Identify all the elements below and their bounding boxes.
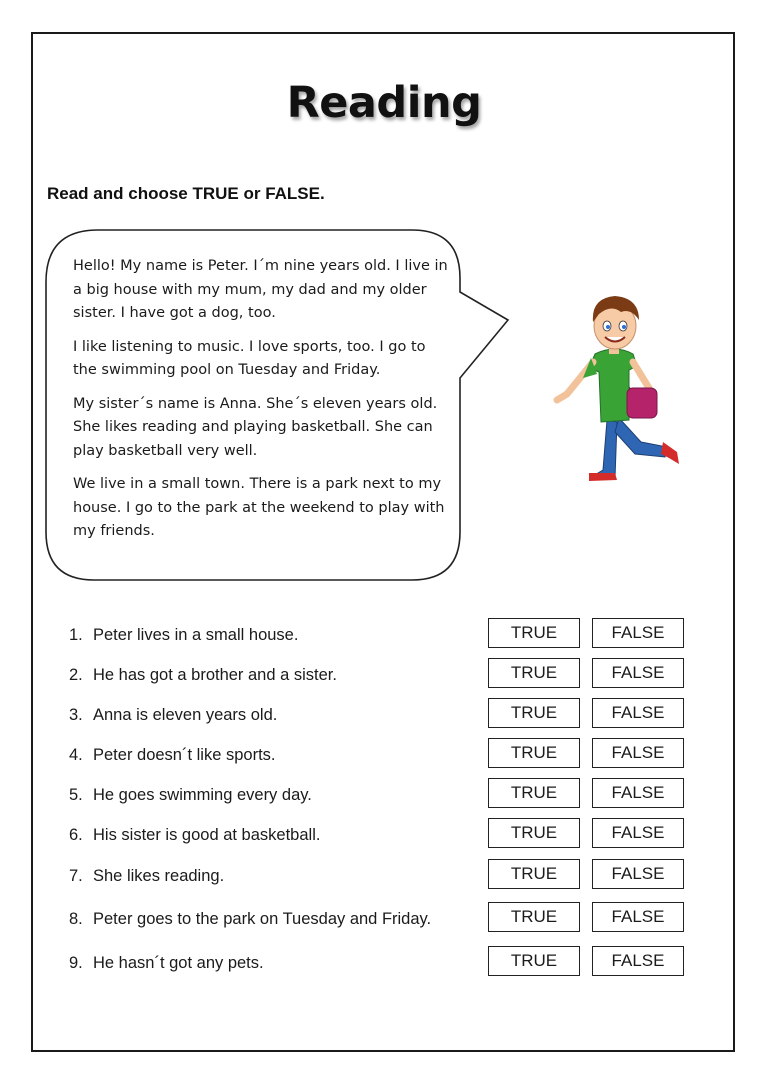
page-title: Reading — [286, 78, 482, 128]
question-text — [69, 746, 276, 765]
true-option[interactable]: TRUE — [488, 818, 580, 848]
question-statement: His sister is good at basketball. — [93, 826, 321, 844]
question-number: 3. — [69, 706, 83, 724]
question-row — [69, 902, 709, 942]
false-option[interactable]: FALSE — [592, 778, 684, 808]
false-option[interactable]: FALSE — [592, 946, 684, 976]
question-text — [69, 786, 312, 805]
question-statement: Peter lives in a small house. — [93, 626, 299, 644]
false-option[interactable]: FALSE — [592, 658, 684, 688]
true-option[interactable]: TRUE — [488, 778, 580, 808]
question-number: 5. — [69, 786, 83, 804]
true-option[interactable]: TRUE — [488, 859, 580, 889]
true-option[interactable]: TRUE — [488, 658, 580, 688]
question-statement: He has got a brother and a sister. — [93, 666, 337, 684]
question-statement: He goes swimming every day. — [93, 786, 312, 804]
passage-paragraph: My sister´s name is Anna. She´s eleven years old. She likes reading and playing basketball. She can play basketball very well. — [73, 395, 438, 459]
true-option[interactable]: TRUE — [488, 902, 580, 932]
question-row — [69, 859, 709, 899]
reading-passage — [73, 255, 453, 554]
false-option[interactable]: FALSE — [592, 902, 684, 932]
question-text — [69, 954, 264, 973]
false-option[interactable]: FALSE — [592, 618, 684, 648]
question-text — [69, 826, 320, 845]
question-row — [69, 658, 709, 698]
question-text — [69, 666, 337, 685]
question-statement: She likes reading. — [93, 867, 225, 885]
boy-illustration — [545, 292, 690, 487]
question-row — [69, 738, 709, 778]
question-row — [69, 698, 709, 738]
question-row — [69, 818, 709, 858]
question-text — [69, 910, 431, 929]
question-row — [69, 778, 709, 818]
false-option[interactable]: FALSE — [592, 859, 684, 889]
true-option[interactable]: TRUE — [488, 618, 580, 648]
question-row — [69, 946, 709, 986]
question-number: 9. — [69, 954, 83, 972]
passage-paragraph: We live in a small town. There is a park next to my house. I go to the park at the weekend to play with my friends. — [73, 476, 445, 539]
question-statement: He hasn´t got any pets. — [93, 954, 264, 972]
passage-paragraph: I like listening to music. I love sports, too. I go to the swimming pool on Tuesday and Friday. — [73, 338, 426, 378]
question-number: 6. — [69, 826, 83, 844]
question-text — [69, 867, 224, 886]
false-option[interactable]: FALSE — [592, 818, 684, 848]
question-row — [69, 618, 709, 658]
question-number: 8. — [69, 910, 83, 928]
question-statement: Anna is eleven years old. — [93, 706, 278, 724]
true-option[interactable]: TRUE — [488, 738, 580, 768]
true-option[interactable]: TRUE — [488, 946, 580, 976]
question-number: 2. — [69, 666, 83, 684]
false-option[interactable]: FALSE — [592, 738, 684, 768]
question-number: 7. — [69, 867, 83, 885]
true-option[interactable]: TRUE — [488, 698, 580, 728]
false-option[interactable]: FALSE — [592, 698, 684, 728]
question-statement: Peter doesn´t like sports. — [93, 746, 276, 764]
question-number: 1. — [69, 626, 83, 644]
passage-paragraph: Hello! My name is Peter. I´m nine years old. I live in a big house with my mum, my dad and my older sister. I have got a dog, too. — [73, 258, 448, 321]
question-statement: Peter goes to the park on Tuesday and Friday. — [93, 910, 432, 928]
question-text — [69, 706, 277, 725]
instruction-text: Read and choose TRUE or FALSE. — [47, 184, 325, 203]
question-number: 4. — [69, 746, 83, 764]
question-text — [69, 626, 298, 645]
